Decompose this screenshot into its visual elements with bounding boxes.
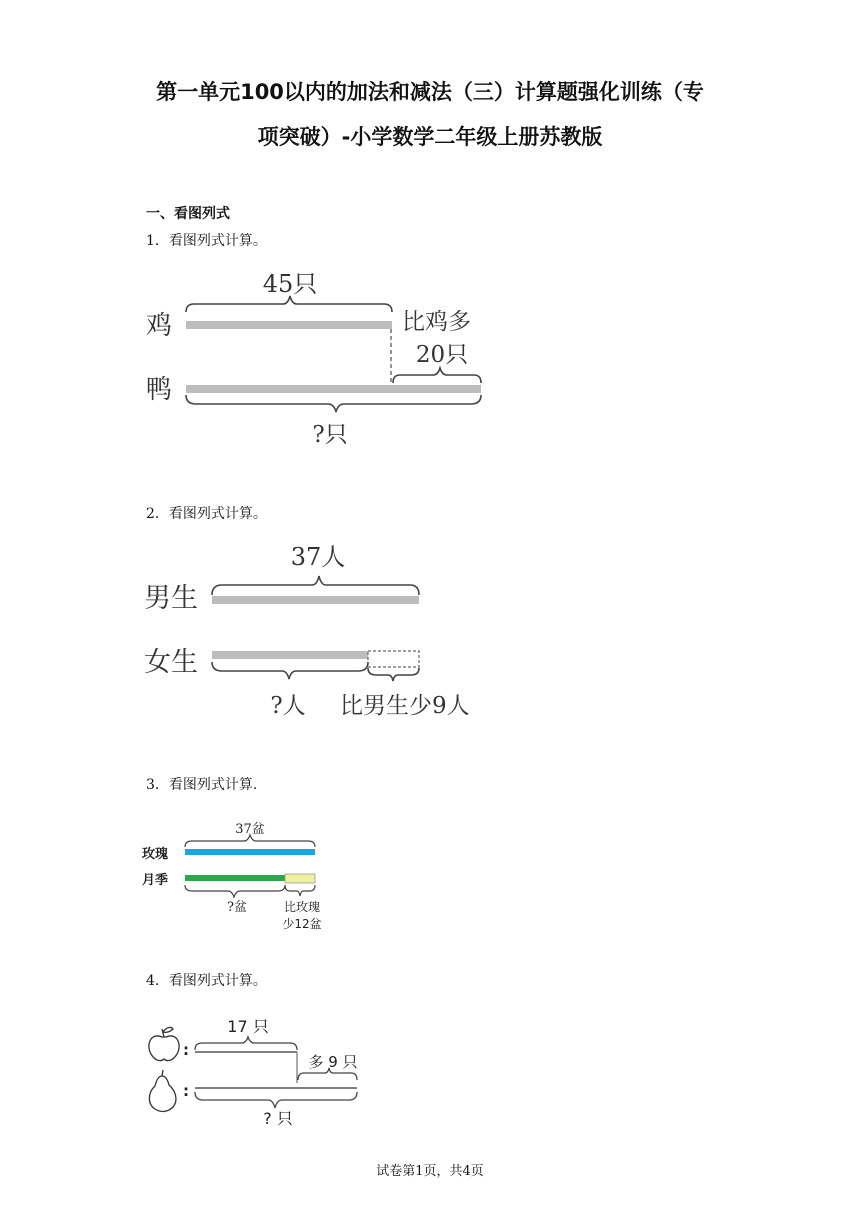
apple-icon	[149, 1027, 179, 1060]
fig1-diff-line1: 比鸡多	[402, 309, 471, 335]
fig2-bottom-brace	[212, 662, 368, 679]
fig2-boys-bar	[212, 596, 419, 604]
fig3-diff-brace	[285, 885, 315, 896]
fig4-bottom-brace	[195, 1092, 357, 1108]
fig3-jasmine-bar	[185, 875, 285, 881]
fig1-top-value: 45只	[262, 270, 318, 298]
fig1-duck-bar	[186, 385, 481, 393]
fig2-girls-bar	[212, 651, 368, 659]
fig3-top-value: 37盆	[235, 822, 265, 837]
fig2-top-brace	[212, 576, 419, 595]
fig1-diff-line2: 20只	[415, 342, 469, 368]
fig3-bottom-brace	[185, 885, 285, 897]
fig1-bottom-brace	[186, 395, 481, 412]
fig3-row2-label: 月季	[142, 873, 169, 888]
figure-4	[140, 1010, 380, 1135]
fig3-rose-bar	[185, 849, 315, 855]
figure-3	[140, 815, 340, 935]
fig1-row1-label: 鸡	[146, 311, 173, 341]
fig1-unknown: ?只	[312, 422, 348, 448]
fig3-unknown: ?盆	[227, 900, 247, 915]
fig1-chicken-bar	[186, 321, 392, 329]
question-4-prompt: 4．看图列式计算。	[146, 973, 267, 989]
fig2-row1-label: 男生	[144, 583, 198, 614]
fig3-row1-label: 玫瑰	[142, 847, 169, 862]
fig1-row2-label: 鸭	[146, 375, 173, 405]
fig3-remainder-box	[285, 874, 315, 883]
page-footer: 试卷第1页，共4页	[376, 1164, 484, 1179]
question-1-prompt: 1．看图列式计算。	[146, 233, 267, 249]
title-line-1: 第一单元100以内的加法和减法（三）计算题强化训练（专	[156, 80, 704, 104]
fig4-top-value: 17 只	[227, 1017, 269, 1036]
figure-1	[140, 262, 500, 462]
fig2-row2-label: 女生	[144, 647, 198, 678]
fig2-diff-brace	[368, 668, 419, 681]
figure-2	[140, 535, 500, 725]
question-3-prompt: 3．看图列式计算.	[146, 777, 258, 793]
fig4-top-brace	[195, 1037, 297, 1050]
fig2-diff: 比男生少9人	[340, 693, 470, 719]
fig1-diff-brace	[393, 368, 481, 383]
fig3-diff-line1: 比玫瑰	[283, 900, 321, 914]
fig4-colon-2: :	[183, 1082, 189, 1100]
fig1-top-brace	[186, 296, 392, 312]
question-2-prompt: 2．看图列式计算。	[146, 506, 267, 522]
fig4-diff: 多 9 只	[308, 1053, 358, 1071]
fig2-remainder-box	[368, 651, 419, 667]
fig4-unknown: ? 只	[263, 1109, 293, 1128]
fig2-top-value: 37人	[290, 543, 346, 571]
fig4-colon-1: :	[183, 1041, 189, 1059]
fig2-unknown: ?人	[270, 693, 306, 719]
pear-icon	[149, 1070, 176, 1111]
section-heading: 一、看图列式	[146, 206, 230, 222]
fig3-diff-line2: 少12盆	[282, 917, 322, 931]
title-line-2: 项突破）-小学数学二年级上册苏教版	[257, 125, 603, 149]
